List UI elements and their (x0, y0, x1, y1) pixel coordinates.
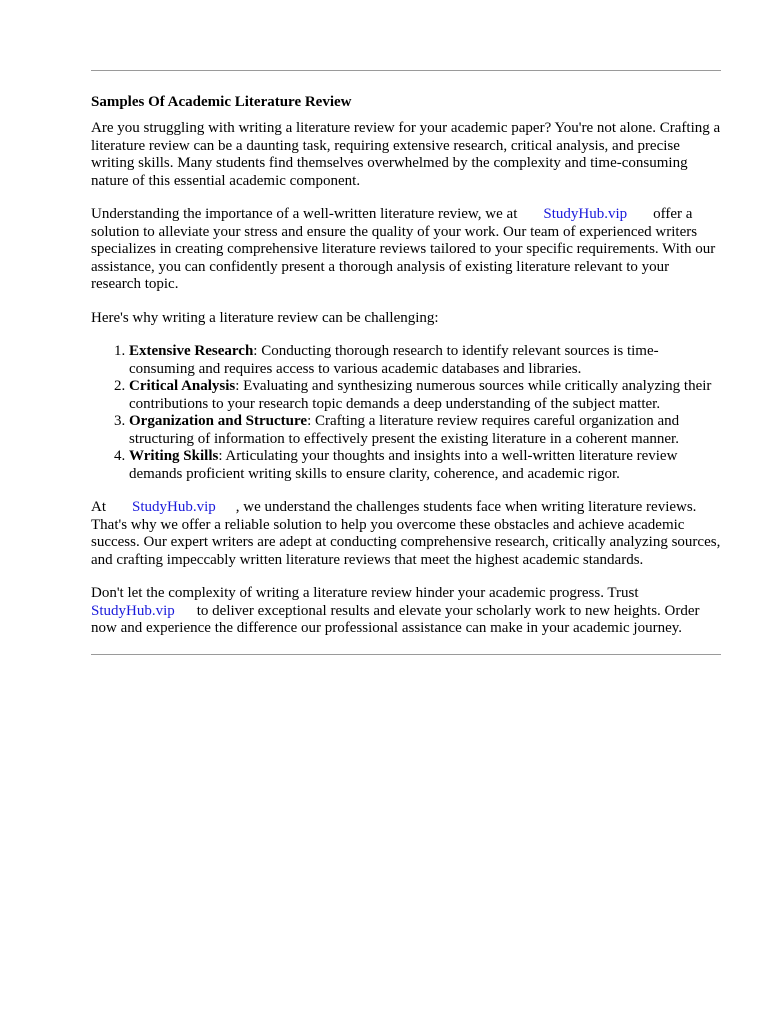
studyhub-link-1[interactable]: StudyHub.vip (543, 206, 628, 222)
challenges-intro: Here's why writing a literature review can be challenging: (91, 309, 439, 326)
studyhub-link-2[interactable]: StudyHub.vip (132, 499, 216, 515)
closing-text-after: to deliver exceptional results and elevate your scholarly work to new heights. Order now and experience the difference our professional assistance can make in your academic journey. (91, 602, 700, 636)
studyhub-link-3[interactable]: StudyHub.vip (91, 602, 175, 619)
challenges-list (91, 343, 721, 483)
solution-paragraph (91, 499, 721, 569)
closing-text-before: Don't let the complexity of writing a literature review hinder your academic progress. Trust (91, 585, 639, 601)
importance-text-after: offer a solution to alleviate your stress and ensure the quality of your work. Our team of experienced writers specializes in creating comprehensive literature reviews tailored to your specific requirements. With our assistance, you can confidently present a thorough analysis of existing literature relevant to your research topic. (91, 206, 716, 292)
list-item (129, 448, 721, 483)
document-title: Samples Of Academic Literature Review (91, 94, 352, 110)
list-item-text: : Articulating your thoughts and insights into a well-written literature review demands proficient writing skills to ensure clarity, coherence, and academic rigor. (129, 448, 678, 482)
intro-paragraph: Are you struggling with writing a literature review for your academic paper? You're not alone. Crafting a literature review can be a daunting task, requiring extensive research, critical analysis, and precise writing skills. Many students find themselves overwhelmed by the complexity and time-consuming nature of this essential academic component. (91, 120, 721, 189)
solution-text-after: , we understand the challenges students face when writing literature reviews. That's why we offer a reliable solution to help you overcome these obstacles and achieve academic success. Our expert writers are adept at conducting comprehensive research, critically analyzing sources, and crafting impeccably written literature reviews that meet the highest academic standards. (91, 499, 721, 568)
list-item-text: : Evaluating and synthesizing numerous sources while critically analyzing their contributions to your research topic demands a deep understanding of the subject matter. (129, 378, 712, 412)
importance-paragraph (91, 206, 721, 294)
list-item (129, 378, 721, 413)
list-item-term: Extensive Research (129, 343, 254, 359)
document-page (91, 62, 721, 655)
list-item (129, 343, 721, 378)
top-divider (91, 70, 721, 71)
list-item-term: Critical Analysis (129, 378, 236, 394)
list-item (129, 413, 721, 448)
solution-text-before: At (91, 499, 106, 515)
list-item-text: : Conducting thorough research to identify relevant sources is time-consuming and requires access to various academic databases and libraries. (129, 343, 659, 377)
list-item-term: Writing Skills (129, 448, 219, 464)
bottom-divider (91, 654, 721, 655)
list-item-text: : Crafting a literature review requires careful organization and structuring of information to effectively present the existing literature in a coherent manner. (129, 413, 680, 447)
closing-paragraph (91, 585, 721, 638)
importance-text-before: Understanding the importance of a well-written literature review, we at (91, 206, 518, 222)
list-item-term: Organization and Structure (129, 413, 308, 429)
